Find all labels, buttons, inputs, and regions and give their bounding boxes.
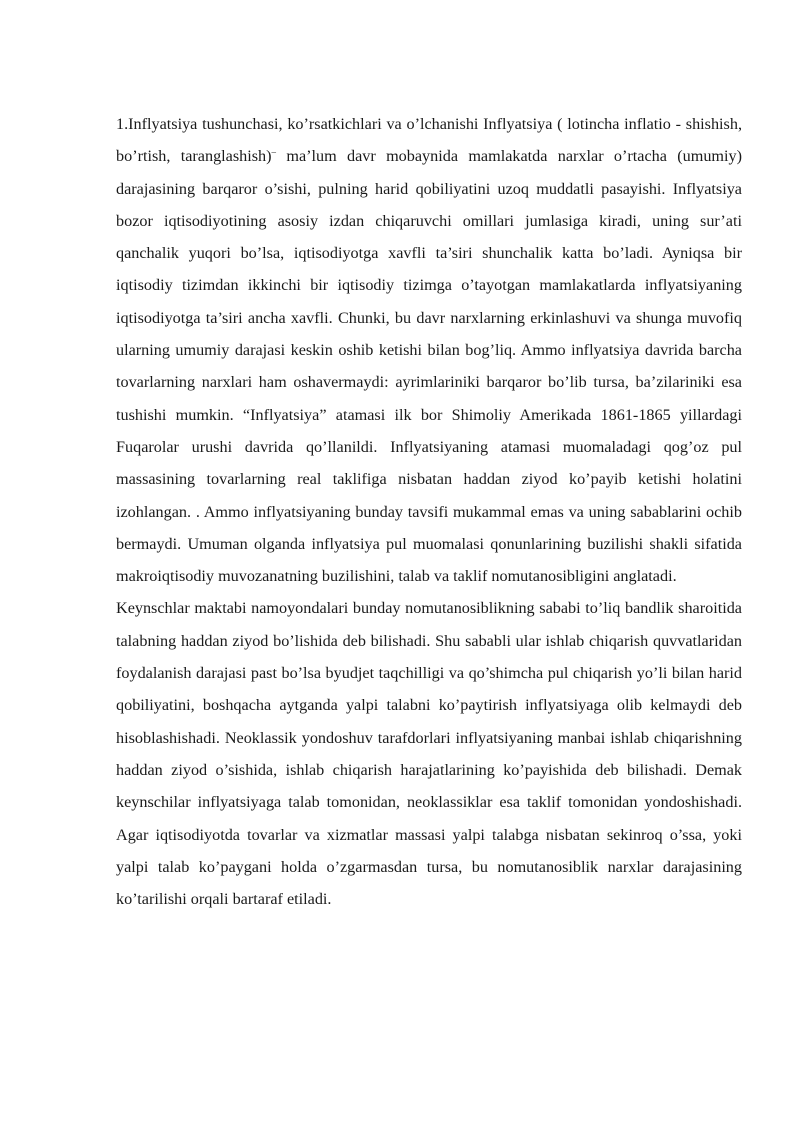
superscript-dash-mark: –: [271, 146, 277, 157]
paragraph-keynesian-view: Keynschlar maktabi namoyondalari bunday nomutanosiblikning sababi to’liq bandlik sharoitida talabning haddan ziyod bo’lishida deb bilishadi. Shu sababli ular ishlab chiqarish quvvatlaridan foydalanish darajasi past bo’lsa byudjet taqchilligi va qo’shimcha pul chiqarish yo’li bilan harid qobiliyatini, boshqacha aytganda yalpi talabni ko’paytirish inflyatsiyaga olib kelmaydi deb hisoblashishadi. Neoklassik yondoshuv tarafdorlari inflyatsiyaning manbai ishlab chiqarishning haddan ziyod o’sishida, ishlab chiqarish harajatlarining ko’payishida deb bilishadi. Demak keynschilar inflyatsiyaga talab tomonidan, neoklassiklar esa taklif tomonidan yondoshishadi. Agar iqtisodiyotda tovarlar va xizmatlar massasi yalpi talabga nisbatan sekinroq o’ssa, yoki yalpi talab ko’paygani holda o’zgarmasdan tursa, bu nomutanosiblik narxlar darajasining ko’tarilishi orqali bartaraf etiladi.: [116, 599, 742, 909]
document-body: [116, 108, 742, 915]
paragraph-text-rest: ma’lum davr mobaynida mamlakatda narxlar o’rtacha (umumiy) darajasining barqaror o’sishi, pulning harid qobiliyatini uzoq muddatli pasayishi. Inflyatsiya bozor iqtisodiyotining asosiy izdan chiqaruvchi omillari jumlasiga kiradi, uning sur’ati qanchalik yuqori bo’lsa, iqtisodiyotga xavfli ta’siri shunchalik katta bo’ladi. Ayniqsa bir iqtisodiy tizimdan ikkinchi bir iqtisodiy tizimga o’tayotgan mamlakatlarda inflyatsiyaning iqtisodiyotga ta’siri ancha xavfli. Chunki, bu davr narxlarning erkinlashuvi va shunga muvofiq ularning umumiy darajasi keskin oshib ketishi bilan bog’liq. Ammo inflyatsiya davrida barcha tovarlarning narxlari ham oshavermaydi: ayrimlariniki barqaror bo’lib tursa, ba’zilariniki esa tushishi mumkin. “Inflyatsiya” atamasi ilk bor Shimoliy Amerikada 1861-1865 yillardagi Fuqarolar urushi davrida qo’llanildi. Inflyatsiyaning atamasi muomaladagi qog’oz pul massasining tovarlarning real taklifiga nisbatan haddan ziyod ko’payib ketishi holatini izohlangan. . Ammo inflyatsiyaning bunday tavsifi mukammal emas va uning sabablarini ochib bermaydi. Umuman olganda inflyatsiya pul muomalasi qonunlarining buzilishi shakli sifatida makroiqtisodiy muvozanatning buzilishini, talab va taklif nomutanosibligini anglatadi.: [116, 147, 742, 586]
paragraph-inflation-definition: [116, 108, 742, 592]
paragraph-text-start: 1.Inflyatsiya tushunchasi, ko’rsatkichlari va o’lchanishi Inflyatsiya ( lotincha inflatio - shishish, bo’rtish, taranglashish): [116, 115, 742, 166]
